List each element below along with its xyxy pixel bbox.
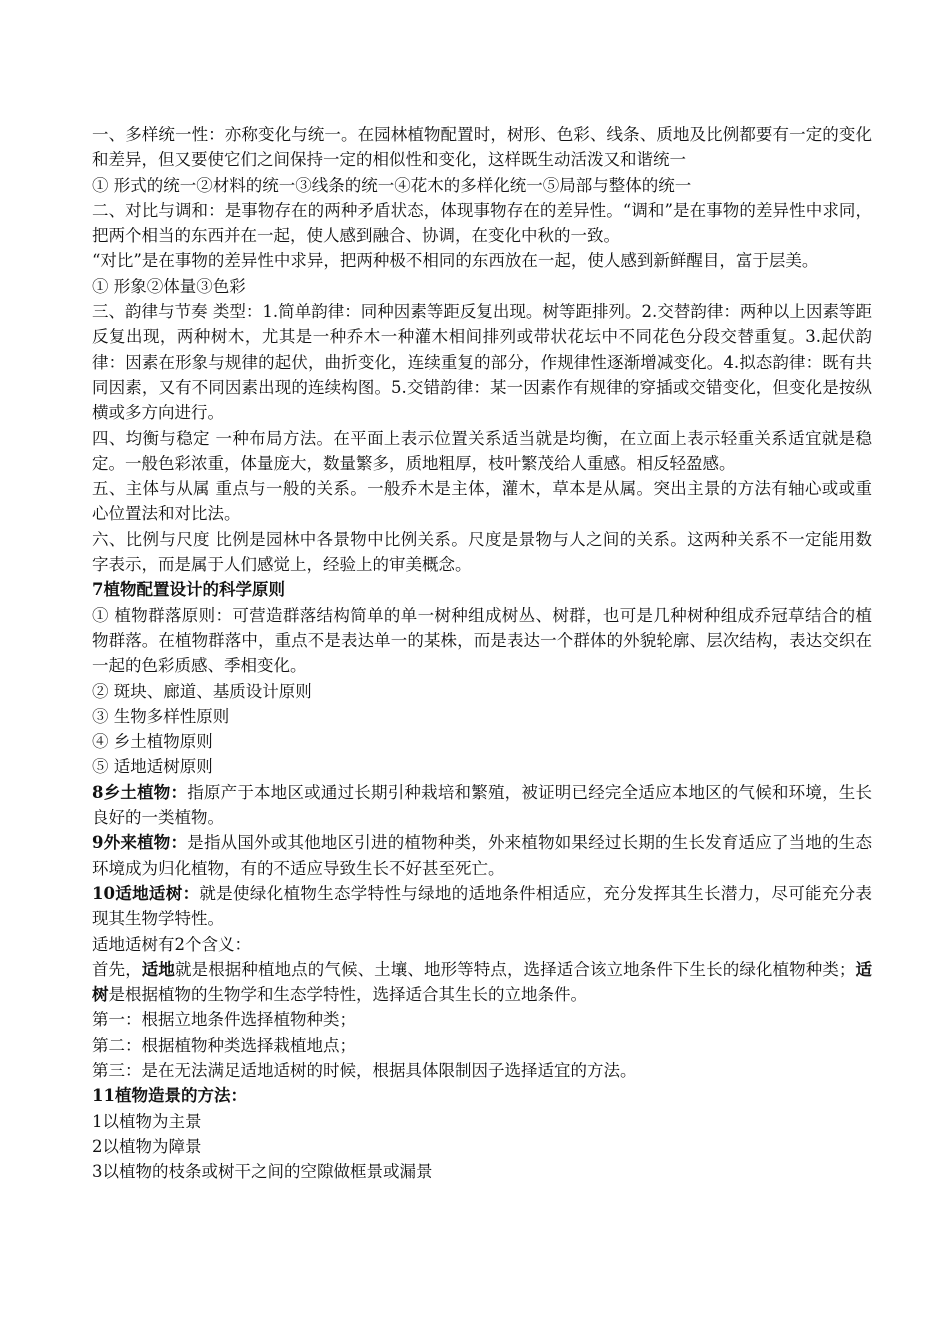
bold-text: 10适地适树： — [92, 883, 200, 903]
paragraph — [92, 830, 872, 881]
text-run: 是根据植物的生物学和生态学特性，选择适合其生长的立地条件。 — [108, 985, 587, 1005]
text-run: 就是使绿化植物生态学特性与绿地的适地条件相适应，充分发挥其生长潜力，尽可能充分表现其生物学特性。 — [92, 883, 873, 929]
text-run: ① 形象②体量③色彩 — [92, 276, 246, 296]
text-run: 五、主体与从属 重点与一般的关系。一般乔木是主体，灌木，草本是从属。突出主景的方法有轴心或或重心位置法和对比法。 — [92, 479, 872, 524]
paragraph — [92, 1007, 872, 1032]
paragraph — [92, 527, 872, 578]
text-run: 3以植物的枝条或树干之间的空隙做框景或漏景 — [92, 1162, 433, 1182]
text-run: 就是根据种植地点的气候、土壤、地形等特点，选择适合该立地条件下生长的绿化植物种类； — [175, 959, 856, 979]
paragraph — [92, 704, 872, 729]
bold-text: 适树 — [92, 959, 873, 1005]
paragraph — [92, 729, 872, 754]
document-page — [92, 122, 872, 1184]
bold-text: 适地 — [141, 959, 175, 979]
paragraph — [92, 198, 872, 249]
paragraph — [92, 173, 872, 198]
paragraph — [92, 248, 872, 273]
text-run: 第三：是在无法满足适地适树的时候，根据具体限制因子选择适宜的方法。 — [92, 1060, 637, 1080]
bold-text: 11植物造景的方法： — [92, 1086, 247, 1106]
paragraph — [92, 881, 872, 932]
text-run: 三、韵律与节奏 类型：1.简单韵律：同种因素等距反复出现。树等距排列。2.交替韵律：两种以上因素等距反复出现，两种树木，尤其是一种乔木一种灌木相间排列或带状花坛中不同花色分段交替重复。3.起伏韵律：因素在形象与规律的起伏，曲折变化，连续重复的部分，作规律性逐渐增减变化。4.拟态韵律：既有共同因素，又有不同因素出现的连续构图。5.交错韵律：某一因素作有规律的穿插或交错变化，但变化是按纵横或多方向进行。 — [92, 302, 872, 423]
bold-text: 8乡土植物： — [92, 782, 188, 802]
text-run: 指原产于本地区或通过长期引种栽培和繁殖，被证明已经完全适应本地区的气候和环境，生长良好的一类植物。 — [92, 782, 873, 828]
text-run: 第一：根据立地条件选择植物种类； — [92, 1010, 356, 1030]
paragraph — [92, 754, 872, 779]
paragraph — [92, 426, 872, 477]
paragraph — [92, 957, 872, 1008]
text-run: 第二：根据植物种类选择栽植地点； — [92, 1035, 356, 1055]
paragraph — [92, 1058, 872, 1083]
text-run: 二、对比与调和：是事物存在的两种矛盾状态，体现事物存在的差异性。“调和”是在事物的差异性中求同，把两个相当的东西并在一起，使人感到融合、协调，在变化中秋的一致。 — [92, 200, 872, 246]
text-run: 2以植物为障景 — [92, 1136, 202, 1156]
paragraph — [92, 1083, 872, 1108]
text-run: ① 形式的统一②材料的统一③线条的统一④花木的多样化统一⑤局部与整体的统一 — [92, 175, 692, 195]
paragraph — [92, 476, 872, 527]
text-run: ⑤ 适地适树原则 — [92, 757, 213, 777]
paragraph — [92, 1033, 872, 1058]
text-run: 适地适树有2个含义： — [92, 934, 251, 954]
paragraph — [92, 274, 872, 299]
paragraph — [92, 603, 872, 679]
text-run: “对比”是在事物的差异性中求异，把两种极不相同的东西放在一起，使人感到新鲜醒目，富于层美。 — [92, 251, 819, 271]
text-run: 1以植物为主景 — [92, 1111, 202, 1131]
text-run: ③ 生物多样性原则 — [92, 706, 230, 726]
bold-text: 9外来植物： — [92, 833, 188, 853]
text-run: 首先， — [92, 959, 142, 979]
paragraph — [92, 679, 872, 704]
bold-text: 7植物配置设计的科学原则 — [92, 580, 285, 600]
paragraph — [92, 1109, 872, 1134]
paragraph — [92, 1159, 872, 1184]
paragraph — [92, 299, 872, 425]
text-run: 一、多样统一性：亦称变化与统一。在园林植物配置时，树形、色彩、线条、质地及比例都要有一定的变化和差异，但又要使它们之间保持一定的相似性和变化，这样既生动活泼又和谐统一 — [92, 125, 872, 170]
paragraph — [92, 780, 872, 831]
text-run: 四、均衡与稳定 一种布局方法。在平面上表示位置关系适当就是均衡，在立面上表示轻重关系适宜就是稳定。一般色彩浓重，体量庞大，数量繁多，质地粗厚，枝叶繁茂给人重感。相反轻盈感。 — [92, 428, 872, 473]
text-run: 是指从国外或其他地区引进的植物种类，外来植物如果经过长期的生长发育适应了当地的生态环境成为归化植物，有的不适应导致生长不好甚至死亡。 — [92, 833, 873, 878]
text-run: ② 斑块、廊道、基质设计原则 — [92, 681, 312, 701]
paragraph — [92, 932, 872, 957]
text-run: ④ 乡土植物原则 — [92, 732, 213, 752]
text-run: ① 植物群落原则：可营造群落结构简单的单一树种组成树丛、树群，也可是几种树种组成乔冠草结合的植物群落。在植物群落中，重点不是表达单一的某株，而是表达一个群体的外貌轮廓、层次结构，表达交织在一起的色彩质感、季相变化。 — [92, 605, 872, 676]
paragraph — [92, 577, 872, 602]
paragraph — [92, 1134, 872, 1159]
text-run: 六、比例与尺度 比例是园林中各景物中比例关系。尺度是景物与人之间的关系。这两种关系不一定能用数字表示，而是属于人们感觉上，经验上的审美概念。 — [92, 529, 872, 575]
paragraph — [92, 122, 872, 173]
